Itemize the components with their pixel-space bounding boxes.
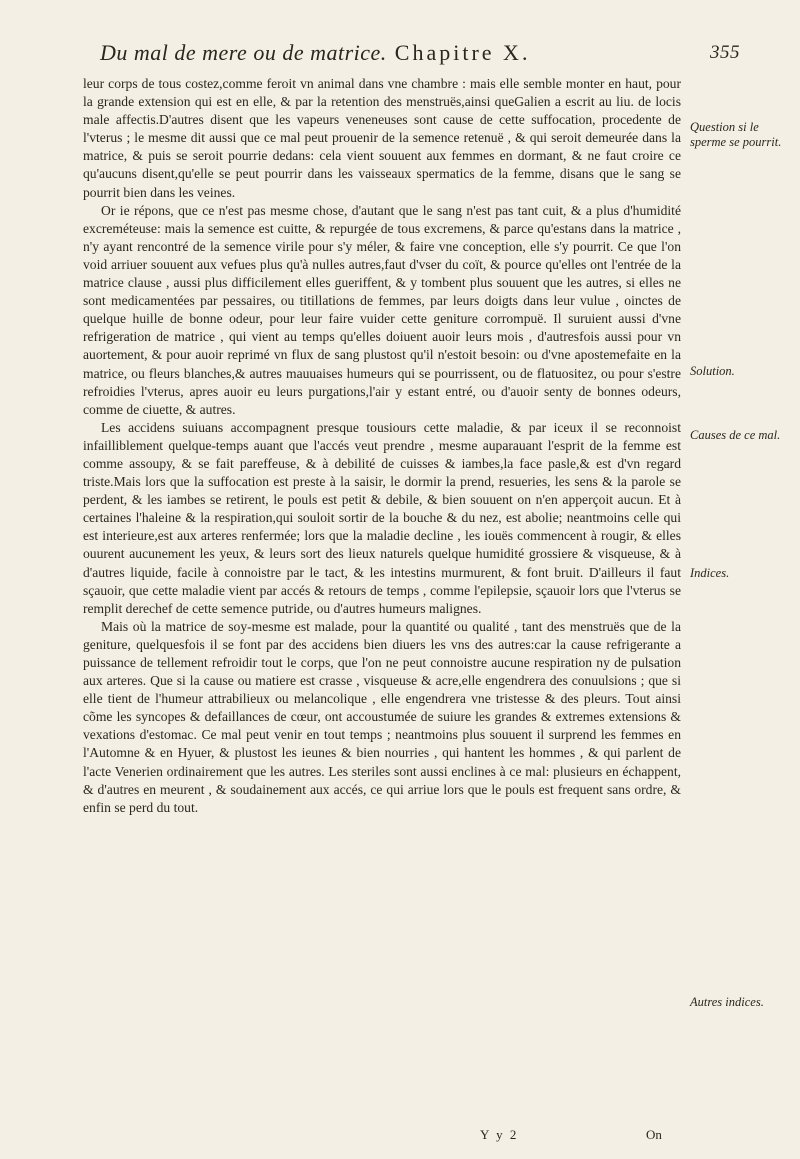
paragraph-1: leur corps de tous costez,comme feroit vn animal dans vne chambre : mais elle semble monter en haut, pour la grande extension qui est en elle, & par la retention des menstruës,ainsi queGalien a escrit au liu. de locis male affectis.D'autres disent que les vapeurs veneneuses sont cause de cette suffocation, procedente de l'vterus ; le mesme dit aussi que ce mal peut prouenir de la semence retenuë , & qui seroit demeurée dans la matrice, & puis se seroit pourrie dedans: cela vient souuent aux femmes en dormant, & ne faut croire ce qu'aucuns disent,qu'elle se peut pourrir dans les vaisseaux spermatics de la femme, disans que le sang se pourrit bien dans les veines.: [83, 76, 681, 200]
body-text: [83, 75, 681, 817]
margin-note-solution: Solution.: [690, 364, 735, 378]
page-number: 355: [710, 42, 740, 63]
chapter-label: Chapitre X.: [394, 40, 531, 65]
signature-mark: Y y 2: [480, 1127, 519, 1142]
margin-note-causes: Causes de ce mal.: [690, 428, 781, 442]
running-title: Du mal de mere ou de matrice.: [100, 40, 387, 65]
paragraph-3: Les accidens suiuans accompagnent presque tousiours cette maladie, & par iceux il se reconnoist infailliblement quelque-temps auant que l'accés veut prendre , mesme auparauant l'esprit de la femme est comme assoupy, & se fait pareffeuse, & à debilité de cuisses & iambes,la face pasle,& est d'vn regard triste.Mais lors que la suffocation est preste à la saisir, le dormir la prend, resueries, les sens & la parole se perdent, & les iambes se retirent, le pouls est petit & debile, & bien souuent on n'en apperçoit aucun. Et à certaines l'haleine & la respiration,qui souloit sortir de la bouche & du nez, est abolie; neantmoins celle qui est interieure,est aux arteres renfermée; lors que la maladie decline , les iouës commencent à rougir, & elles ouurent aucunement les yeux, & leurs sort des lieux naturels quelque humidité grossiere & visqueuse, & à d'autres liquide, facile à connoistre par le tact, & les intestins murmurent, & font bruit. D'ailleurs il faut sçauoir, que cette maladie vient par accés & retours de temps , comme l'epilepsie, sçauoir lors que l'vterus se remplit derechef de cette semence putride, ou d'autres humeurs malignes.: [83, 419, 681, 616]
running-head: [100, 40, 740, 72]
paragraph-2: Or ie répons, que ce n'est pas mesme chose, d'autant que le sang n'est pas tant cuit, & a plus d'humidité excreméteuse: mais la semence est cuitte, & repurgée de tous excremens, & parce qu'estans dans la matrice , n'y ayant rencontré de la semence virile pour s'y méler, & faire vne conception, elle s'y pourrit. Ce que l'on void arriuer souuent aux vefues plus qu'à nulles autres,faut d'vser du coït, & pource qu'elles ont l'entrée de la matrice clause , aussi plus difficilement elles gueriffent, & y tombent plus souuent que les autres, si elles ne sont medicamentées par pessaires, ou titillations de femmes, par leurs doigts dans leur vulue , oinctes de quelque huille de bonne odeur, pour leur faire vuider cette geniture corrompuë. Il suruient aussi d'vne refrigeration de matrice , qui vient au temps qu'elles doiuent auoir leurs mois , d'autresfois aussi pour vn auortement, & pour auoir reprimé vn flux de sang plustost qu'il n'estoit besoin: ou d'vne apostemefaite en la matrice, ou fleurs blanches,& autres mauuaises humeurs qui se pourrissent, ou de flatuositez, ou pour s'estre refroidies l'vterus, apres auoir eu leurs purgations,l'air y estant entré, ou d'auoir senty de bonnes odeurs, comme de ciuette, & autres.: [83, 202, 681, 417]
catchword: On: [646, 1127, 662, 1142]
margin-note-indices: Indices.: [690, 566, 730, 580]
paragraph-4: Mais où la matrice de soy-mesme est malade, pour la quantité ou qualité , tant des menstruës que de la geniture, quelquesfois il se font par des accidens bien diuers les vns des autres:car la cause refrigerante a puissance de tellement refroidir tout le corps, que l'on ne peut connoistre aucune respiration ny de pulsation aux arteres. Que si la cause ou matiere est crasse , visqueuse & acre,elle engendrera des conuulsions ; que si elle tient de l'humeur attrabilieux ou melancolique , elle engendrera vne tristesse & des pleurs. Tout ainsi cõme les syncopes & defaillances de cœur, ont accoustumée de suiure les grandes & extremes extensions & vexations d'estomac. Ce mal peut venir en tout temps ; neantmoins plus souuent il surprend les femmes en l'Automne & en Hyuer, & plustost les ieunes & bien nourries , qui hantent les hommes , & qui parlent de l'acte Venerien ordinairement que les autres. Les steriles sont aussi enclines à ce mal: plusieurs en échappent, & d'autres en meurent , & soudainement aux accés, ce qui arriue lors que le pouls est frequent sans ordre, & enfin se perd du tout.: [83, 618, 681, 815]
margin-note-question: Question si le sperme se pourrit.: [690, 120, 782, 149]
margin-note-other-indices: Autres indices.: [690, 995, 764, 1009]
